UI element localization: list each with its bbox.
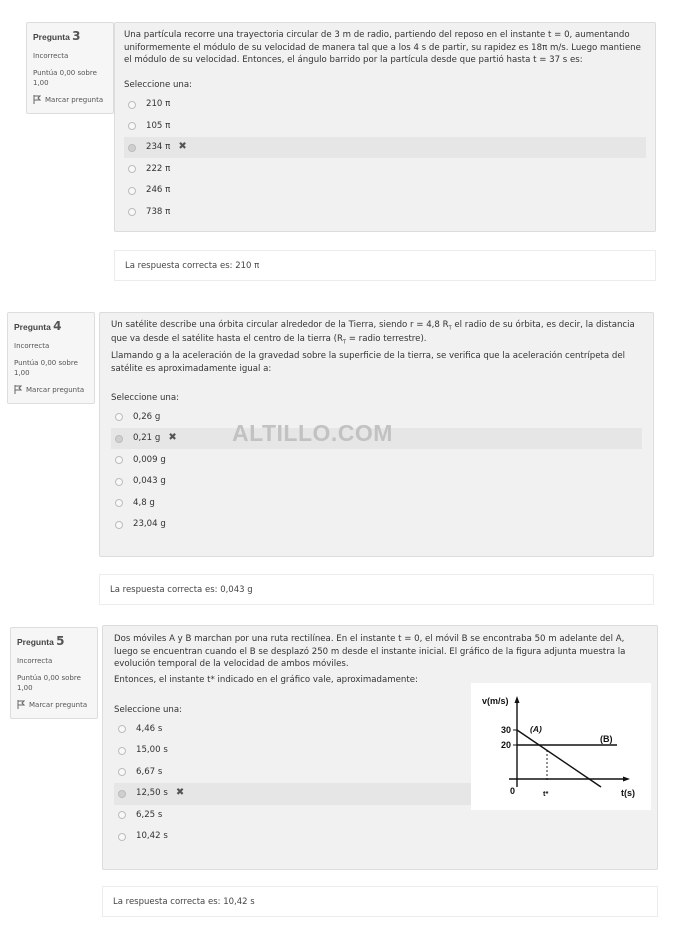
option-2[interactable] xyxy=(124,115,646,137)
question-state: Incorrecta xyxy=(14,342,50,350)
question-grade: Puntúa 0,00 sobre 1,00 xyxy=(14,358,78,377)
x-axis-arrow xyxy=(623,777,630,782)
option-label: 4,46 s xyxy=(136,723,163,734)
option-6[interactable] xyxy=(111,514,642,536)
x-axis-label: t(s) xyxy=(621,788,635,798)
options-list xyxy=(124,94,646,223)
radio-button[interactable] xyxy=(118,725,126,733)
radio-button[interactable] xyxy=(118,833,126,841)
option-label: 4,8 g xyxy=(133,497,155,508)
question-heading xyxy=(14,317,88,335)
question-grade: Puntúa 0,00 sobre 1,00 xyxy=(33,68,97,87)
radio-button[interactable] xyxy=(115,413,123,421)
question-text: Una partícula recorre una trayectoria circular de 3 m de radio, partiendo del reposo en el instante t = 0, aumentando uniformemente el módulo de su velocidad de manera tal que a los 4 s de partir, su rapidez es 18π m/s. Luego mantiene el módulo de su velocidad. Entonces, el ángulo barrido por la partícula desde que partió hasta t = 37 s es: xyxy=(124,30,641,66)
radio-button[interactable] xyxy=(128,144,136,152)
question-info-5 xyxy=(10,627,98,719)
question-text: Un satélite describe una órbita circular alrededor de la Tierra, siendo r = 4,8 $R_T$ el radio de su órbita, es decir, la distancia que va desde el satélite hasta el centro de la tierra ($R_T$ = radio terrestre). xyxy=(111,320,635,346)
option-label: 15,00 s xyxy=(136,745,168,756)
radio-button[interactable] xyxy=(118,811,126,819)
radio-button[interactable] xyxy=(128,187,136,195)
option-label: 6,25 s xyxy=(136,809,163,820)
option-label: 0,26 g xyxy=(133,411,161,422)
flag-label: Marcar pregunta xyxy=(26,385,85,394)
option-label: 234 π xyxy=(146,142,171,153)
y-tick-30-label: 30 xyxy=(501,725,512,735)
question-heading xyxy=(33,27,107,45)
option-label: 0,21 g xyxy=(133,433,161,444)
option-label: 10,42 s xyxy=(136,831,168,842)
option-label: 12,50 s xyxy=(136,788,168,799)
flag-label: Marcar pregunta xyxy=(29,700,88,709)
flag-question-button[interactable] xyxy=(33,95,107,106)
question-feedback-5 xyxy=(102,886,658,917)
option-5[interactable] xyxy=(111,492,642,514)
option-label: 105 π xyxy=(146,120,171,131)
correct-answer-text: La respuesta correcta es: 0,043 g xyxy=(110,584,253,595)
question-label: Pregunta xyxy=(17,637,54,647)
option-label: 6,67 s xyxy=(136,766,163,777)
option-6[interactable] xyxy=(124,201,646,223)
option-4[interactable] xyxy=(111,471,642,493)
question-feedback-4 xyxy=(99,574,654,605)
option-6[interactable] xyxy=(114,826,649,848)
question-text-2: Entonces, el instante t* indicado en el gráfico vale, aproximadamente: xyxy=(114,675,418,686)
watermark: ALTILLO.COM xyxy=(232,420,393,446)
cross-icon: ✖ xyxy=(178,141,187,153)
question-info-4 xyxy=(7,312,95,404)
question-info-3 xyxy=(26,22,114,114)
radio-button[interactable] xyxy=(115,478,123,486)
radio-button[interactable] xyxy=(115,456,123,464)
radio-button[interactable] xyxy=(115,521,123,529)
correct-answer-text: La respuesta correcta es: 10,42 s xyxy=(113,896,255,907)
velocity-time-graph xyxy=(471,683,651,810)
option-3[interactable] xyxy=(111,449,642,471)
select-prompt: Seleccione una: xyxy=(124,80,193,91)
option-5[interactable] xyxy=(124,180,646,202)
question-text: Dos móviles A y B marchan por una ruta rectilínea. En el instante t = 0, el móvil B se encontraba 50 m adelante del A, luego se encuentran cuando el B se desplazó 250 m desde el instante inicial. El gráfico de la figura adjunta muestra la evolución temporal de la velocidad de ambos móviles. xyxy=(114,634,626,670)
radio-button[interactable] xyxy=(128,208,136,216)
radio-button[interactable] xyxy=(118,790,126,798)
option-label: 210 π xyxy=(146,99,171,110)
radio-button[interactable] xyxy=(118,768,126,776)
cross-icon: ✖ xyxy=(175,787,185,799)
y-axis-arrow xyxy=(515,696,520,703)
radio-button[interactable] xyxy=(118,747,126,755)
t-star-label: t* xyxy=(543,789,549,798)
flag-question-button[interactable] xyxy=(14,385,88,396)
radio-button[interactable] xyxy=(115,499,123,507)
radio-button[interactable] xyxy=(128,101,136,109)
select-prompt: Seleccione una: xyxy=(114,704,183,715)
option-label: 0,009 g xyxy=(133,454,166,465)
question-text-2: Llamando g a la aceleración de la gravedad sobre la superficie de la tierra, se verifica que la aceleración centrípeta del satélite es aproximadamente igual a: xyxy=(111,351,625,374)
radio-button[interactable] xyxy=(115,435,123,443)
question-heading xyxy=(17,632,91,650)
option-3-selected[interactable] xyxy=(124,137,646,159)
question-label: Pregunta xyxy=(14,322,51,332)
label-B: (B) xyxy=(600,734,613,744)
option-label: 23,04 g xyxy=(133,519,166,530)
flag-icon xyxy=(17,700,25,709)
question-number: 4 xyxy=(53,319,62,333)
question-label: Pregunta xyxy=(33,32,70,42)
label-A: (A) xyxy=(530,724,542,734)
radio-button[interactable] xyxy=(128,165,136,173)
question-content-3 xyxy=(114,22,656,232)
flag-icon xyxy=(33,95,41,104)
question-state: Incorrecta xyxy=(17,657,53,665)
option-1[interactable] xyxy=(124,94,646,116)
option-4[interactable] xyxy=(124,158,646,180)
question-number: 5 xyxy=(56,634,65,648)
y-tick-20-label: 20 xyxy=(501,740,512,750)
flag-icon xyxy=(14,385,22,394)
option-label: 0,043 g xyxy=(133,476,166,487)
correct-answer-text: La respuesta correcta es: 210 π xyxy=(125,260,260,271)
cross-icon: ✖ xyxy=(168,432,177,444)
question-grade: Puntúa 0,00 sobre 1,00 xyxy=(17,673,81,692)
flag-label: Marcar pregunta xyxy=(45,95,104,104)
option-label: 738 π xyxy=(146,206,171,217)
radio-button[interactable] xyxy=(128,122,136,130)
origin-label: 0 xyxy=(510,786,516,796)
select-prompt: Seleccione una: xyxy=(111,392,180,403)
question-number: 3 xyxy=(72,29,81,43)
y-axis-label: v(m/s) xyxy=(482,696,509,706)
option-label: 246 π xyxy=(146,185,171,196)
question-state: Incorrecta xyxy=(33,52,69,60)
option-label: 222 π xyxy=(146,163,171,174)
question-feedback-3 xyxy=(114,250,656,281)
flag-question-button[interactable] xyxy=(17,700,91,711)
